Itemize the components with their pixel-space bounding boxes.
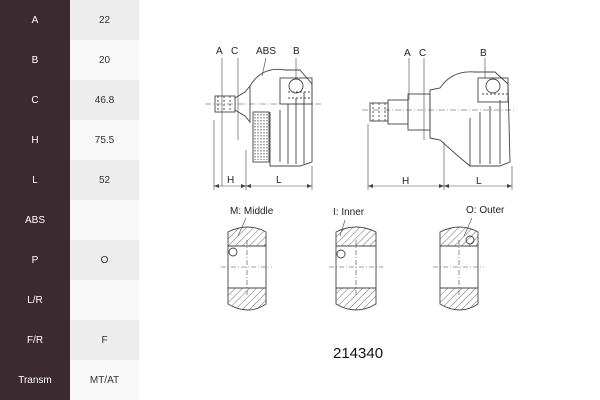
position-labels — [230, 205, 505, 218]
spec-row-lr — [0, 280, 139, 320]
spec-value — [70, 200, 139, 240]
section-outer — [433, 218, 484, 310]
spec-row-l — [0, 160, 139, 200]
spec-label: P — [0, 240, 70, 280]
spec-label: A — [0, 0, 70, 40]
left-joint-labels — [216, 46, 300, 186]
spec-row-p — [0, 240, 139, 280]
label-inner: I: Inner — [333, 207, 365, 218]
label-c: C — [231, 46, 239, 57]
spec-value: 75.5 — [70, 120, 139, 160]
spec-row-fr — [0, 320, 139, 360]
spec-label: F/R — [0, 320, 70, 360]
label-h: H — [227, 175, 235, 186]
spec-label: Transm — [0, 360, 70, 400]
spec-label: B — [0, 40, 70, 80]
spec-value: O — [70, 240, 139, 280]
label-l: L — [276, 175, 282, 186]
label-a: A — [216, 46, 223, 57]
label-c: C — [419, 48, 427, 59]
label-h: H — [402, 176, 410, 187]
part-number: 214340 — [333, 345, 384, 362]
spec-value: 46.8 — [70, 80, 139, 120]
section-inner — [329, 220, 383, 310]
spec-label: H — [0, 120, 70, 160]
right-joint-drawing — [362, 58, 516, 190]
spec-table — [0, 0, 139, 400]
spec-row-c — [0, 80, 139, 120]
label-middle: M: Middle — [230, 206, 274, 217]
spec-value: 22 — [70, 0, 139, 40]
left-joint-drawing — [205, 58, 322, 190]
spec-label: L/R — [0, 280, 70, 320]
cv-joint-diagram — [139, 0, 600, 400]
spec-value — [70, 280, 139, 320]
spec-value: F — [70, 320, 139, 360]
label-b: B — [480, 48, 487, 59]
spec-value: 20 — [70, 40, 139, 80]
spec-label: ABS — [0, 200, 70, 240]
section-middle — [221, 218, 272, 310]
label-l: L — [476, 176, 482, 187]
label-outer: O: Outer — [466, 205, 505, 216]
spec-value: MT/AT — [70, 360, 139, 400]
spec-value: 52 — [70, 160, 139, 200]
spec-row-h — [0, 120, 139, 160]
spec-label: C — [0, 80, 70, 120]
label-b: B — [293, 46, 300, 57]
label-abs: ABS — [256, 46, 277, 57]
label-a: A — [404, 48, 411, 59]
spec-label: L — [0, 160, 70, 200]
spec-row-b — [0, 40, 139, 80]
spec-row-abs — [0, 200, 139, 240]
spec-row-transm — [0, 360, 139, 400]
spec-row-a — [0, 0, 139, 40]
